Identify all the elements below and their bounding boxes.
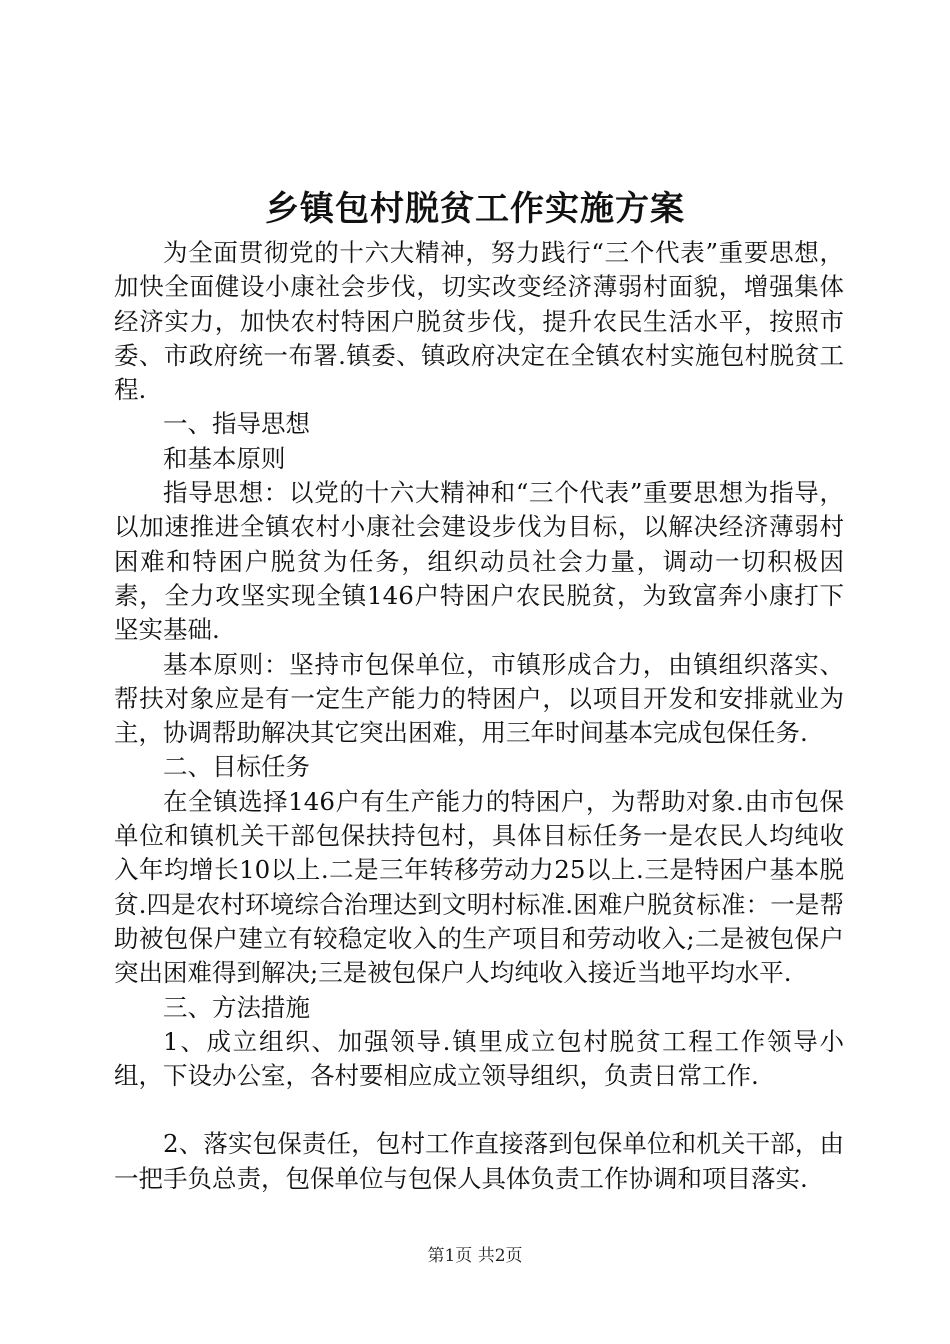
document-body bbox=[114, 236, 844, 1196]
paragraph-intro: 为全面贯彻党的十六大精神，努力践行“三个代表”重要思想，加快全面健设小康社会步伐，切实改变经济薄弱村面貌，增强集体经济实力，加快农村特困户脱贫步伐，提升农民生活水平，按照市委、市政府统一布署.镇委、镇政府决定在全镇农村实施包村脱贫工程. bbox=[114, 238, 844, 405]
section-heading-3: 三、方法措施 bbox=[163, 992, 310, 1022]
paragraph-basic-principles: 基本原则：坚持市包保单位，市镇形成合力，由镇组织落实、帮扶对象应是有一定生产能力的特困户，以项目开发和安排就业为主，协调帮助解决其它突出困难，用三年时间基本完成包保任务. bbox=[114, 649, 844, 748]
section-heading-1-continued: 和基本原则 bbox=[163, 443, 286, 473]
paragraph-measure-2: 2、落实包保责任，包村工作直接落到包保单位和机关干部，由一把手负总责，包保单位与包保人具体负责工作协调和项目落实. bbox=[114, 1129, 844, 1193]
page-number: 第1页 共2页 bbox=[427, 1246, 523, 1266]
document-title: 乡镇包村脱贫工作实施方案 bbox=[265, 189, 685, 229]
paragraph-measure-1: 1、成立组织、加强领导.镇里成立包村脱贫工程工作领导小组，下设办公室，各村要相应成立领导组织，负责日常工作. bbox=[114, 1026, 844, 1091]
paragraph-goals: 在全镇选择146户有生产能力的特困户，为帮助对象.由市包保单位和镇机关干部包保扶持包村，具体目标任务一是农民人均纯收入年均增长10以上.二是三年转移劳动力25以上.三是特困户基本脱贫.四是农村环境综合治理达到文明村标准.困难户脱贫标准：一是帮助被包保户建立有较稳定收入的生产项目和劳动收入;二是被包保户突出困难得到解决;三是被包保户人均纯收入接近当地平均水平. bbox=[114, 786, 844, 988]
paragraph-guiding-thought: 指导思想：以党的十六大精神和“三个代表”重要思想为指导，以加速推进全镇农村小康社会建设步伐为目标，以解决经济薄弱村困难和特困户脱贫为任务，组织动员社会力量，调动一切积极因素，全力攻坚实现全镇146户特困户农民脱贫，为致富奔小康打下坚实基础. bbox=[114, 478, 844, 645]
section-heading-2: 二、目标任务 bbox=[163, 752, 310, 782]
section-heading-1: 一、指导思想 bbox=[163, 409, 310, 439]
